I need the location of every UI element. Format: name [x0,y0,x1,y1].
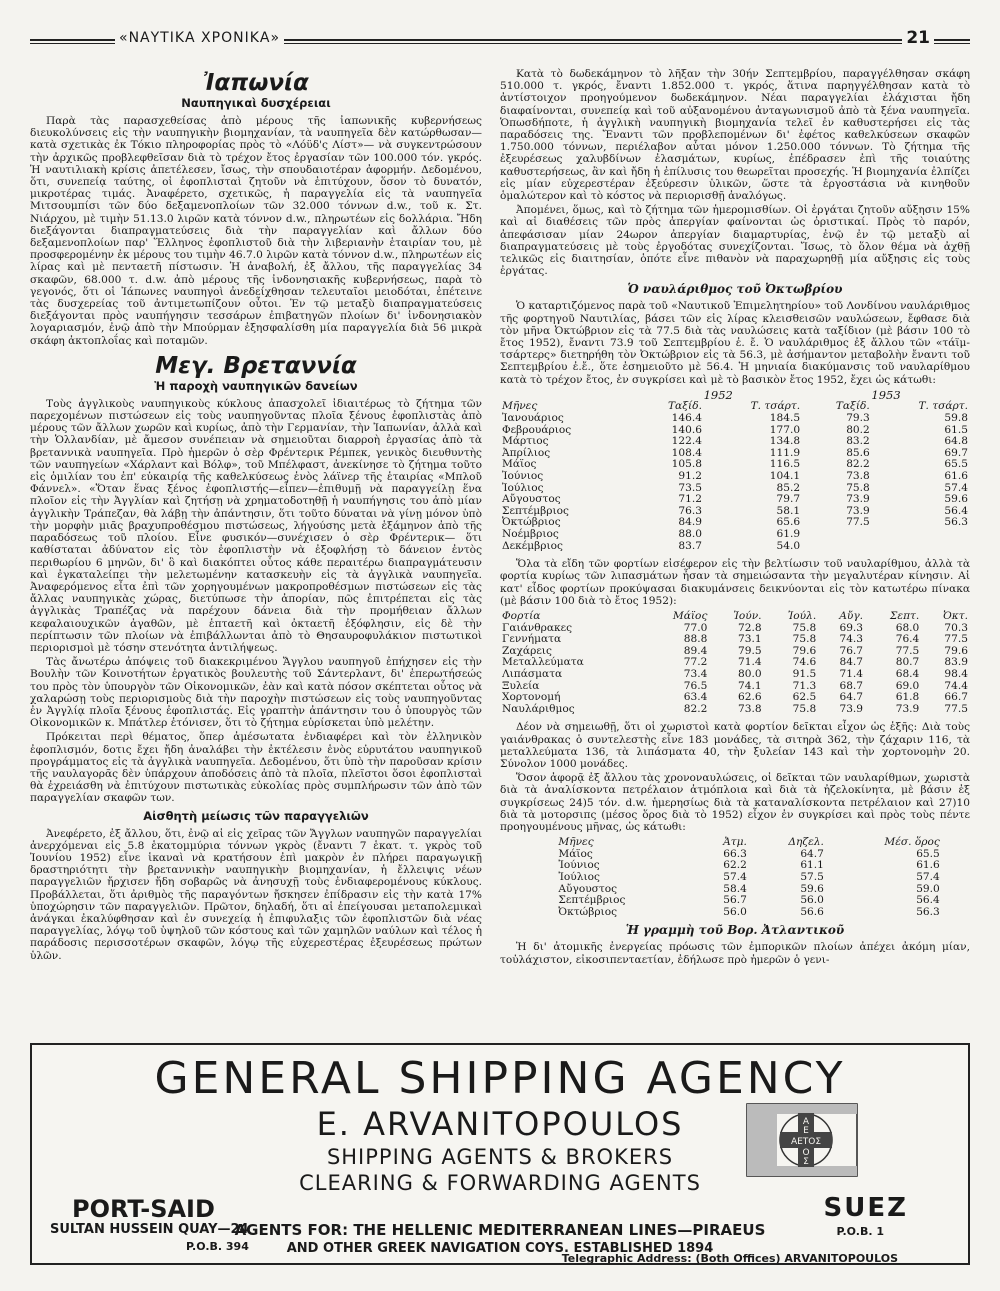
table-cell: 57.4 [723,870,747,883]
advert-address: SULTAN HUSSEIN QUAY—24 [50,1222,249,1237]
table-cell: 73.9 [846,493,870,506]
column-header: Φορτία [502,610,541,622]
column-header: Μέσ. ὅρος [884,836,940,849]
masthead [30,28,970,52]
table-row [500,669,970,681]
table-cell: 71.4 [839,667,864,680]
table-cell: 88.8 [683,633,708,646]
advert-company: GENERAL SHIPPING AGENCY [154,1053,846,1104]
table-row [556,872,941,884]
table-cell: 62.2 [723,859,747,872]
table-cell: 59.8 [944,412,968,425]
advert-pob-port-said: P.O.B. 394 [186,1240,249,1253]
table-cell: 56.6 [800,905,824,918]
cargo-paragraph: Ὅλα τὰ εἴδη τῶν φορτίων εἰσέφερον εἰς τὴν βελτίωσιν τοῦ ναυλαρίθμου, ἀλλὰ τὰ φορτία κυρίως τῶν λιπασμάτων ἦσαν τὰ σημειώσαντα τὴν μεγαλυτέραν κίνησιν. Αἱ κατ' εἶδος φορτίων προκύψασαι διακυμάνσεις δεικνύονται εἰς τὸν κατωτέρω πίνακα (μὲ βάσιν 100 διὰ τὸ ἔτος 1952): [500,558,970,607]
britain-paragraph: Τὰς ἄνωτέρω ἀπόψεις τοῦ διακεκριμένου Ἄγγλου ναυπηγοῦ ἐπήχησεν εἰς τὴν Βουλὴν τῶν Κοινοτήτων ἐργατικὸς βουλευτὴς τοῦ Σάντερλαντ, δι' ἐπερωτήσεώς του πρὸς τὸν ὑπουργὸν τῶν Οἰκονομικῶν, ἐὰν καὶ κατὰ πόσον σκέπτεται οὗτος νὰ χαλαρώσῃ τοὺς περιορισμοὺς διὰ τὴν παροχὴν πιστώσεων εἰς τοὺς ναυπηγοῦντας ἐν Ἀγγλίᾳ πλοῖα ξένους ἐφοπλιστάς. Εἰς γραπτὴν ἀπάντησιν του ὁ ὑπουργὸς τῶν Οἰκονομικῶν κ. Μπάτλερ ἐτόνισεν, ὅτι τὸ ζήτημα εὑρίσκεται ὑπὸ μελέτην. [30,656,482,730]
column-header: Ταξίδ. [667,400,702,413]
table-body [556,849,941,919]
table-cell: 66.3 [723,847,747,860]
table-cell: 89.4 [683,644,708,657]
table-cell: 64.8 [944,435,968,448]
japan-paragraph: Παρὰ τὰς παρασχεθείσας ἀπὸ μέρους τῆς ἰαπωνικῆς κυβερνήσεως διευκολύνσεις εἰς τὴν ναυπηγικὴν βιομηχανίαν, τὰ ναυπηγεῖα δὲν κατώρθωσαν—κατὰ σχετικὰς ἐκ Τόκιο πληροφορίας πρὸς τὸ «Λόϋδ'ς Λίστ»— νὰ συγκεντρώσουν τὴν ἀρχικῶς προβλεφθεῖσαν διὰ τὸ τρέχον ἔτος ἐργασίαν τῶν 100.000 τόν. γκρός. Ἡ ναυτιλιακὴ κρίσις ἀπετέλεσεν, ἴσως, τὴν σπουδαιοτέραν ἀφορμήν. Δεδομένου, ὅτι, συνεπείᾳ ταύτης, οἱ ἐφοπλισταὶ ζητοῦν νὰ ἐπιτύχουν, ὅσον τὸ δυνατόν, μικροτέρας τιμάς. Ἀναφέρετο, σχετικῶς, ἡ παραγγελία εἰς τὰ ναυπηγεῖα Μιτσουμπίσι τῶν δύο δεξαμενοπλοίων τῶν 32.000 τόννων d.w., τοῦ κ. Στ. Νιάρχου, μὲ τιμὴν 51.13.0 λιρῶν κατὰ τόννον d.w., πληρωτέων εἰς δολλάρια. Ἤδη διεξάγονται διαπραγματεύσεις διὰ τὴν παραγγελίαν καὶ ἄλλων δύο δεξαμενοπλοίων παρ' Ἕλληνος ἐφοπλιστοῦ διὰ τὴν λιβεριανὴν ἑταιρίαν του, μὲ προσφερομένην ἐκ μέρους του τιμὴν 46.7.0 λιρῶν κατὰ τόννον d.w., πληρωτέων εἰς λίρας καὶ μὲ πενταετῆ πίστωσιν. Ἡ ἀναβολή, ἐξ ἄλλου, τῆς παραγγελίας 34 σκαφῶν, 68.000 τ. d.w. ἀπὸ μέρους τῆς ἰνδονησιακῆς κυβερνήσεως, παρὰ τὸ γεγονός, ὅτι οἱ Ἰάπωνες ναυπηγοὶ ἀνεδείχθησαν τελευταῖοι μειοδόται, ἐπέτεινε τὰς δυσχερείας τοῦ ἀντιμετωπίζουν οὗτοι. Ἐν τῷ μεταξὺ διαπραγματεύσεις διεξάγονται πρὸς ναυπήγησιν τεσσάρων ἐπιβατηγῶν πλοίων δι' ἰνδονησιακὸν λογαριασμόν, ἐνῷ ἀπὸ τὴν Μπούρμαν ἐξησφαλίσθη μία παραγγελία διὰ 56 μικρὰ σκάφη ἀκτοπλοΐας καὶ ποταμῶν. [30,115,482,347]
advert-telegraphic: Telegraphic Address: (Both Offices) ARVANITOPOULOS [561,1252,898,1265]
row-label: Μάρτιος [502,435,549,448]
table-cell: 56.3 [944,516,968,529]
row-label: Αὔγουστος [502,493,561,506]
table-cell: 104.1 [769,470,801,483]
table-cell: 146.4 [671,412,702,425]
table-body [500,413,970,552]
table-cell: 75.8 [792,702,817,715]
table-cell: 85.6 [846,446,870,459]
table-cell: 74.4 [944,679,968,692]
table-row [500,517,970,529]
britain-title: Μεγ. Βρεταννία [155,352,357,379]
table-cell: 91.2 [678,470,702,483]
table-cell: 59.0 [916,882,940,895]
advert-services-2: CLEARING & FORWARDING AGENTS [299,1171,701,1195]
advert-services-1: SHIPPING AGENTS & BROKERS [326,1145,674,1169]
table-cell: 140.6 [671,423,702,436]
right-column [500,68,970,968]
table-cell: 73.9 [895,702,920,715]
flag-letter: Ο [802,1148,810,1158]
table-cell: 65.5 [916,847,940,860]
table-cell: 116.5 [769,458,801,471]
left-column [30,68,482,964]
table-cell: 63.4 [683,691,708,704]
freight-index-subtitle: Ὁ ναυλάριθμος τοῦ Ὀκτωβρίου [627,282,843,297]
flag-letter: Σ [803,1157,809,1167]
table-cell: 61.9 [776,528,801,540]
row-label: Μάϊος [502,458,537,471]
table-cell: 80.0 [737,667,762,680]
table-cell: 73.1 [737,633,762,646]
table-row [500,704,970,716]
column-header: Ἰούν. [733,610,762,622]
table-cell: 84.9 [678,516,702,529]
table-row [500,436,970,448]
table-cell: 76.5 [683,679,708,692]
table-cell: 79.6 [792,644,817,657]
table-cell: 69.0 [895,679,920,692]
table-cell: 98.4 [944,667,968,680]
table-cell: 57.5 [800,870,824,883]
table-cell: 84.7 [839,656,864,669]
right-intro-paragraph: Κατὰ τὸ δωδεκάμηνον τὸ λῆξαν τὴν 30ήν Σεπτεμβρίου, παραγγέλθησαν σκάφη 510.000 τ. γκρός, ἔναντι 1.852.000 τ. γκρός, ἅτινα παρηγγέλθησαν κατὰ τὸ ἀντίστοιχον προηγούμενον δωδεκάμηνον. Νέαι παραγγελίαι ἐλάχισται ἤδη διαφαίνονται, συνεπείᾳ καὶ τοῦ αὐξανομένου ἀνταγωνισμοῦ ἀπὸ τὰ ξένα ναυπηγεῖα. Ὁπωσδήποτε, ἡ ἀγγλικὴ ναυπηγικὴ βιομηχανία τελεῖ ἐν καθυστερήσει εἰς τὰς παραδόσεις της. Ἔναντι τῶν προβλεπομένων δι' ἐφέτος καθελκύσεων σκαφῶν 1.750.000 τόννων, περιέλαβον αὗται μόνον 1.250.000 τόννων. Τὸ ζήτημα τῆς ἐξευρέσεως χαλυβδίνων ἐλασμάτων, κυρίως, ἐπέδρασεν ἐπὶ τῆς τοιαύτης καθυστερήσεως, ἂν καὶ ἤδη ἡ ἐπίλυσις του θεωρεῖται προσεχής. Ἡ βιομηχανία ἐλπίζει εἰς μίαν εὐχερεστέραν ἐξεύρεσιν ὑλικῶν, ὥστε τὰ ἐργοστάσια νὰ κινηθοῦν ὁμαλώτερον καὶ τὸ κόστος νὰ περιορισθῇ ἀναλόγως. [500,68,970,203]
table-cell: 58.4 [723,882,747,895]
table-cell: 85.2 [776,481,801,494]
column-header: Δηζελ. [788,836,824,849]
table-cell: 76.7 [839,644,864,657]
table-cell: 70.3 [944,621,968,634]
table-cell: 56.4 [944,504,968,517]
table-cell: 79.7 [776,493,801,506]
column-header: Μῆνες [558,836,594,849]
publication-title: «ΝΑΥΤΙΚΑ ΧΡΟΝΙΚΑ» [115,30,284,46]
table-cell: 77.5 [895,644,920,657]
row-label: Σεπτέμβριος [558,894,626,907]
table-cell: 73.8 [846,470,870,483]
row-label: Λιπάσματα [502,667,563,680]
table-cell: 73.8 [737,702,762,715]
row-label: Ἰούλιος [502,481,544,494]
row-label: Φεβρουάριος [502,423,572,436]
flag-word: ΑΕΤΟΣ [790,1137,822,1147]
cargo-table [500,611,970,715]
table-cell: 69.3 [839,621,864,634]
table-cell: 61.6 [944,470,968,483]
table-row [500,692,970,704]
table-cell: 83.2 [846,435,870,448]
table-cell: 77.5 [846,516,870,529]
table-cell: 64.7 [800,847,824,860]
table-year-row [500,390,970,402]
fuel-paragraph: Ὅσον ἀφορᾷ ἐξ ἄλλου τὰς χρονοναυλώσεις, οἱ δεῖκται τῶν ναυλαρίθμων, χωριστὰ διὰ τὰ ἀναλίσκοντα πετρέλαιον ἀτμόπλοια καὶ διὰ τὰ ἠζελοκίνητα, μὲ βάσιν ἐξ συγκρίσεως 24)5 τόν. d.w. ἡμερησίως διὰ τὰ καταναλίσκοντα πετρέλαιον καὶ 27)10 διὰ τὰ μοτορσιπς (μέσος ὅρος διὰ τὸ 1952) εἶχον ἐν συγκρίσει καὶ πρὸς τοὺς πέντε προηγουμένους μῆνας, ὡς κάτωθι: [500,772,970,833]
table-cell: 74.3 [839,633,864,646]
table-header-row [556,837,941,849]
table-cell: 57.4 [944,481,968,494]
table-header-row [500,401,970,413]
table-cell: 73.4 [683,667,708,680]
page-number: 21 [902,28,934,48]
row-label: Ὀκτώβριος [502,516,561,529]
table-cell: 77.0 [683,621,708,634]
column-header: Ὀκτ. [943,610,968,622]
table-cell: 61.5 [944,423,968,436]
table-cell: 177.0 [769,423,801,436]
table-cell: 59.6 [800,882,824,895]
table-row [500,541,970,553]
table-cell: 61.6 [916,859,940,872]
table-row [556,860,941,872]
table-row [500,529,970,541]
right-intro-paragraph: Ἀπομένει, ὅμως, καὶ τὸ ζήτημα τῶν ἡμερομισθίων. Οἱ ἐργάται ζητοῦν αὔξησιν 15% καὶ αἱ διαθέσεις τῶν πρὸς ἀπεργίαν φαίνονται ὡς ὁριστικαί. Πρὸς τὸ παρόν, ἀπεφάσισαν μίαν 24ωρον ἀπεργίαν διαμαρτυρίας, ἐνῷ ἐν τῷ μεταξὺ αἱ διαπραγματεύσεις μὲ τοὺς ἐργοδότας συνεχίζονται. Ἴσως, τὸ ὅλον θέμα νὰ ἀχθῇ τελικῶς εἰς διαιτησίαν, ὁπότε εἶνε πιθανὸν νὰ παραχωρηθῇ μία αὔξησις εἰς τοὺς ἐργάτας. [500,204,970,278]
table-cell [872,541,970,553]
table-cell: 75.8 [792,621,817,634]
table-cell: 56.0 [800,894,824,907]
table-cell: 71.2 [678,493,702,506]
table-cell: 71.3 [792,679,817,692]
table-cell: 82.2 [846,458,870,471]
table-cell: 56.0 [723,905,747,918]
table-row [500,471,970,483]
table-cell: 56.7 [723,894,747,907]
column-header: Σεπτ. [889,610,920,622]
table-row [500,459,970,471]
table-cell: 62.5 [792,691,817,704]
table-cell: 71.4 [737,656,762,669]
row-label: Ἰανουάριος [502,412,564,425]
column-header: Μῆνες [502,400,538,413]
table-cell: 66.7 [944,691,968,704]
table-cell: 108.4 [671,446,702,459]
row-label: Ἰούνιος [502,470,544,483]
table-cell: 69.7 [944,446,968,459]
table-cell: 75.8 [792,633,817,646]
year-1953: 1953 [871,387,901,402]
table-cell: 73.5 [678,481,702,494]
table-header-row [500,611,970,623]
row-label: Αὔγουστος [558,882,618,895]
table-cell: 76.3 [678,504,702,517]
table-cell: 65.5 [944,458,968,471]
table-cell: 83.9 [944,656,968,669]
table-cell: 75.8 [846,481,870,494]
table-row [500,448,970,460]
row-label: Ἀπρίλιος [502,446,551,459]
row-label: Μάϊος [558,847,593,860]
advert-city-port-said: PORT-SAID [72,1195,215,1223]
row-label: Ὀκτώβριος [558,905,618,918]
table-cell: 134.8 [769,435,801,448]
table-cell: 61.1 [800,859,824,872]
atlantic-subtitle: Ἡ γραμμὴ τοῦ Βορ. Ἀτλαντικοῦ [625,923,845,938]
table-cell: 59.6 [944,493,968,506]
row-label: Ναυλάριθμος [502,702,575,715]
row-label: Δεκέμβριος [502,539,563,552]
table-cell: 68.4 [895,667,920,680]
advert-pob-suez: P.O.B. 1 [836,1225,884,1238]
advert-owner: E. ARVANITOPOULOS [316,1105,684,1143]
column-header: Τ. τσάρτ. [750,400,801,413]
advert-city-suez: SUEZ [823,1193,908,1223]
table-cell: 72.8 [737,621,762,634]
row-label: Χορτονομή [502,691,561,704]
greek-flag-icon [746,1103,858,1177]
table-cell: 61.8 [895,691,920,704]
table-body [500,623,970,716]
row-label: Νοέμβριος [502,528,559,540]
table-cell: 88.0 [678,528,702,540]
japan-title: Ἰαπωνία [203,70,309,96]
table-cell: 79.6 [944,644,968,657]
row-label: Ἰούνιος [558,859,600,872]
shipping-agency-advert [30,1043,970,1265]
column-header: Αὔγ. [839,610,864,622]
table-cell [802,529,872,541]
column-header: Ἰούλ. [787,610,817,622]
table-cell: 111.9 [769,446,801,459]
table-row [500,506,970,518]
flag-letter: Ε [803,1126,809,1136]
table-row [556,907,941,919]
table-cell: 62.6 [737,691,762,704]
row-label: Ἰούλιος [558,870,600,883]
table-cell: 73.9 [839,702,864,715]
column-header: Ταξίδ. [835,400,870,413]
britain-subtitle: Ἡ παροχὴ ναυπηγικῶν δανείων [154,378,358,393]
row-label: Ζαχάρεις [502,644,552,657]
table-cell: 68.0 [895,621,920,634]
table-cell: 80.2 [846,423,870,436]
table-row [500,413,970,425]
column-header: Τ. τσάρτ. [918,400,968,413]
table-cell: 57.4 [916,870,940,883]
britain-paragraph: Πρόκειται περὶ θέματος, ὅπερ ἀμέσωτατα ἐνδιαφέρει καὶ τὸν ἑλληνικὸν ἐφοπλισμόν, δοτις ἔχει ἤδη ἀναλάβει τὴν ἐκτέλεσιν ἑνὸς εὐρυτάτου ναυπηγικοῦ προγράμματος εἰς τὰ ἀγγλικὰ ναυπηγεῖα. Δεδομένου, ὅτι ὑπὸ τὴν παροῦσαν κρίσιν τῆς ναυλαγορᾶς δὲν ὑπάρχουν ἀποδόσεις ἀπὸ τὰ πλοῖα, πλεῖστοι ὅσοι ἐφοπλισταὶ θὰ ἐχρειάσθη νὰ ἐπιτύχουν πιστωτικὰς εὐκολίας πρὸς συμπλήρωσιν τῶν ἀπὸ τῶν παραγγελίαν σκαφῶν των. [30,731,482,805]
flag-letter: Α [802,1117,810,1127]
freight-index-table [500,387,970,552]
column-header: Ἀτμ. [723,836,747,849]
table-cell: 64.7 [839,691,864,704]
table-row [500,425,970,437]
table-cell [872,529,970,541]
row-label: Γαιάνθρακες [502,621,573,634]
britain-paragraph: Τοὺς ἀγγλικοὺς ναυπηγικοὺς κύκλους ἀπασχολεῖ ἰδιαιτέρως τὸ ζήτημα τῶν παρεχομένων πιστώσεων εἰς τοὺς ναυπηγοῦντας πλοῖα ξένους ἐφοπλιστὰς ἀπὸ μέρους τῶν ἄλλων χωρῶν καὶ κυρίως, ἀπὸ τὴν Γερμανίαν, τὴν Ἰαπωνίαν, ἀλλὰ καὶ τὴν Ὁλλανδίαν, μὲ ἄμεσον συνέπειαν νὰ σημειοῦται διαρροὴ ἐργασίας ἀπὸ τὰ βρεταννικὰ ναυπηγεῖα. Πρὸ ἡμερῶν ὁ σὲρ Φρέντερικ Ρέμπεκ, γενικὸς διευθυντὴς τῶν ναυπηγείων «Χάρλαντ καὶ Βόλφ», τοῦ Μπέλφαστ, ἀνεκίνησε τὸ ζήτημα τοῦτο εἰς ὁμιλίαν του ἐπ' εὐκαιρίᾳ τῆς καθελκύσεως ἑνὸς λάϊνερ τῆς ἑταιρίας «Μπλοῦ Φάννελ». «Ὅταν ἕνας ξένος ἐφοπλιστής—εἶπεν—ἐπιθυμῇ νὰ παραγγείλῃ ἕνα πλοῖον εἰς τὴν Ἀγγλίαν καὶ ζητήσῃ νὰ χρηματοδοτηθῇ ἡ ναυπήγησις του ἀπὸ μίαν ἀγγλικὴν Τράπεζαν, θὰ λάβῃ τὴν ἀπάντησιν, ὅτι τοῦτο δύναται νὰ γίνῃ μόνον ὑπὸ τὴν μορφὴν μιᾶς βραχυπροθέσμου πιστώσεως, λήγούσης μετὰ ἑξάμηνον ἀπὸ τῆς παραδόσεως τοῦ πλοίου. Εἶνε φυσικόν—συνέχισεν ὁ σὲρ Φρέντερικ— ὅτι καθίσταται ἀδύνατον εἰς τὸν ἐφοπλιστὴν νὰ ἐξοφλήσῃ τὸ δάνειον ἐντὸς περιθωρίου 6 μηνῶν, δι' ὃ καὶ διακόπτει οὗτος κάθε περαιτέρω διαπραγμάτευσιν καὶ ἐγκαταλείπει τὴν μελετωμένην κατασκευὴν εἰς τὰ ἀγγλικὰ ναυπηγεῖα. Ἀναφερόμενος εἶτα ἐπὶ τῶν χορηγουμένων μακροπροθέσμων πιστώσεων εἰς τὰς ἄλλας ναυπηγικὰς χώρας, διετύπωσε τὴν ἀπορίαν, πῶς ἐπιτρέπεται εἰς τὰς ἀγγλικὰς Τραπέζας νὰ παρέχουν δάνεια διὰ τὴν προμήθειαν ἄλλων κεφαλαιουχικῶν ἀγαθῶν, μὲ ἑπταετῆ καὶ ὀκταετῆ ἐξόφλησιν, εἰς δὲ τὴν περίπτωσιν τῶν πλοίων νὰ ἐπιβάλλωνται ἀπὸ τὸ Θησαυροφυλάκιον πιστωτικοὶ περιορισμοὶ μὲ τόσην στενότητα ἀντιλήψεως. [30,397,482,654]
magazine-page [30,28,970,1268]
fuel-table [556,837,941,918]
fuel-paragraph: Δέον νὰ σημειωθῇ, ὅτι οἱ χωριστοὶ κατὰ φορτίον δεῖκται εἶχον ὡς ἑξῆς: Διὰ τοὺς γαιάνθρακας ὁ συντελεστὴς εἶνε 183 μονάδες, τὰ σιτηρὰ 362, τὴν ζάχαριν 116, τὰ μεταλλεύματα 136, τὰ λιπάσματα 40, τὴν ξυλείαν 143 καὶ τὴν χορτονομὴν 20. Σύνολον 1000 μονάδες. [500,721,970,770]
table-cell: 76.4 [895,633,920,646]
year-1952: 1952 [703,387,733,402]
table-row [556,849,941,861]
table-cell: 122.4 [671,435,702,448]
table-cell: 80.7 [895,656,920,669]
freight-index-paragraph: Ὁ καταρτιζόμενος παρὰ τοῦ «Ναυτικοῦ Ἐπιμελητηρίου» τοῦ Λονδίνου ναυλάριθμος τῆς φορτηγοῦ Ναυτιλίας, βάσει τῶν εἰς λίρας κλεισθεισῶν ναυλώσεων, ἔφθασε διὰ τὸν μῆνα Ὀκτώβριον εἰς τὰ 77.5 διὰ τὰς ναυλώσεις κατὰ ταξίδιον (μὲ βάσιν 100 τὸ ἔτος 1952), ἔναντι 73.9 τοῦ Σεπτεμβρίου ἐ. ἔ. Ὁ ναυλάριθμος ἐξ ἄλλου τῶν «τάϊμ-τσάρτερς» διετηρήθη τὸν Ὀκτώβριον εἰς τὰ 56.3, μὲ ἀσήμαντον μεταβολὴν ἔναντι τοῦ Σεπτεμβρίου ἐ.ἔ., ὅτε ἐσημειοῦτο μὲ 56.4. Ἡ μηνιαία διακύμανσις τοῦ ναυλαρίθμου κατὰ τὸ τρέχον ἔτος, ἐν συγκρίσει καὶ μὲ τὸ βασικὸν ἔτος 1952, ἔχει ὡς κάτωθι: [500,300,970,386]
row-label: Σεπτέμβριος [502,504,569,517]
table-cell: 54.0 [776,539,801,552]
table-row [556,895,941,907]
table-row [500,494,970,506]
table-cell: 91.5 [792,667,817,680]
table-cell: 77.5 [944,633,968,646]
row-label: Μεταλλεύματα [502,656,584,669]
table-cell: 77.5 [944,702,968,715]
orders-subtitle: Αἰσθητὴ μείωσις τῶν παραγγελιῶν [143,808,369,823]
atlantic-paragraph: Ἡ δι' ἀτομικῆς ἐνεργείας πρόωσις τῶν ἐμπορικῶν πλοίων ἀπέχει ἀκόμη μίαν, τοὐλάχιστον, εἰκοσιπενταετίαν, ἐδήλωσε πρὸ ἡμερῶν ὁ γενι- [500,941,970,966]
table-cell: 73.9 [846,504,870,517]
table-cell: 77.2 [683,656,708,669]
table-cell: 82.2 [683,702,708,715]
table-row [500,483,970,495]
japan-subtitle: Ναυπηγικαὶ δυσχέρειαι [181,96,331,110]
advert-other: AND OTHER GREEK NAVIGATION COYS. ESTABLISHED 1894 [286,1241,714,1256]
table-cell: 56.3 [916,905,940,918]
column-header: Μάϊος [672,610,708,622]
row-label: Ξυλεία [502,679,540,692]
table-cell: 83.7 [678,539,702,552]
table-cell: 58.1 [776,504,801,517]
table-cell: 56.4 [916,894,940,907]
table-cell: 105.8 [671,458,702,471]
advert-agents-for: AGENTS FOR: THE HELLENIC MEDITERRANEAN LINES—PIRAEUS [234,1221,766,1239]
table-cell: 79.3 [846,412,870,425]
orders-paragraph: Ἀνεφέρετο, ἐξ ἄλλου, ὅτι, ἐνῷ αἱ εἰς χεῖρας τῶν Ἄγγλων ναυπηγῶν παραγγελίαι ἀνερχόμεναι εἰς 5.8 ἑκατομμύρια τόννων γκρὸς (ἔναντι 7 ἑκατ. τ. γκρὸς τοῦ Ἰουνίου 1952) εἶνε ἱκαναὶ νὰ κρατήσουν ἐπὶ μακρὸν ἐν πλήρει παραγωγικῇ δραστηριότητι τὴν βρεταννικὴν ναυπηγικὴν βιομηχανίαν, ἡ ἔλλειψις νέων παραγγελιῶν ἤρχισεν ἤδη σοβαρῶς νὰ ἀνησυχῇ τοὺς ἐνδιαφερομένους κύκλους. Προβάλλεται, ὅτι ἀριθμὸς τῆς παραγόντων ἤσκησεν ἐπίδρασιν εἰς τὴν κατὰ 17% ὑποχώρησιν τῶν παραγγελιῶν. Πρῶτον, δηλαδή, ὅτι αἱ ἐπείγουσαι μεταπολεμικαὶ ἀνάγκαι ἐκαλύφθησαν καὶ ἐν συνεχείᾳ ἡ ἐπιφυλαξις τῶν ἐφοπλιστῶν διὰ νέας παραγγελίας, λόγῳ τοῦ ὑψηλοῦ τῶν κόστους καὶ τῶν χαμηλῶν ναύλων καὶ τέλος ἡ παράδοσις περισσοτέρων σκαφῶν, λόγῳ τῆς εὐχερεστέρας ἐξευρέσεως πρώτων ὑλῶν. [30,827,482,962]
table-cell: 74.1 [737,679,762,692]
table-cell: 184.5 [769,412,801,425]
table-cell: 68.7 [839,679,864,692]
table-cell [802,541,872,553]
table-cell: 65.6 [776,516,801,529]
row-label: Γεννήματα [502,633,562,646]
table-cell: 74.6 [792,656,817,669]
table-cell: 79.5 [737,644,762,657]
